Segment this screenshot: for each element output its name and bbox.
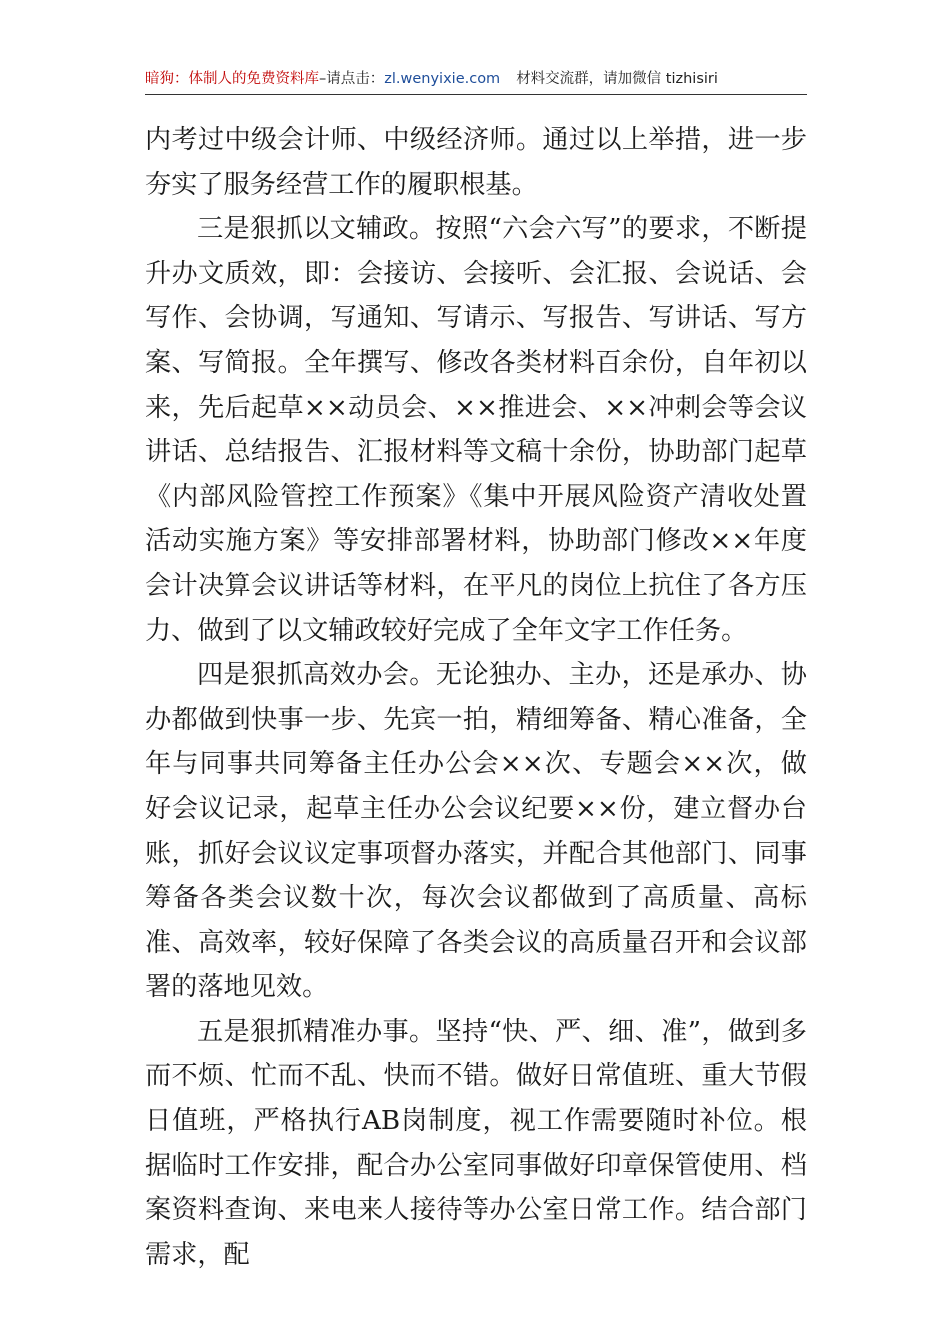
header-brand: 暗狗：体制人的免费资料库 (145, 71, 319, 87)
paragraph-banhui: 四是狠抓高效办会。无论独办、主办，还是承办、协办都做到快事一步、先宾一拍，精细筹备、精心准备，全年与同事共同筹备主任办公会××次、专题会××次，做好会议记录，起草主任办公会议纪要××份，建立督办台账，抓好会议议定事项督办落实，并配合其他部门、同事筹备各类会议数十次，每次会议都做到了高质量、高标准、高效率，较好保障了各类会议的高质量召开和会议部署的落地见效。 (145, 660, 807, 1003)
paragraph-wenfu: 三是狠抓以文辅政。按照“六会六写”的要求，不断提升办文质效，即：会接访、会接听、会汇报、会说话、会写作、会协调，写通知、写请示、写报告、写讲话、写方案、写简报。全年撰写、修改各类材料百余份，自年初以来，先后起草××动员会、××推进会、××冲刺会等会议讲话、总结报告、汇报材料等文稿十余份，协助部门起草《内部风险管控工作预案》《集中开展风险资产清收处置活动实施方案》等安排部署材料，协助部门修改××年度会计决算会议讲话等材料，在平凡的岗位上抗住了各方压力、做到了以文辅政较好完成了全年文字工作任务。 (145, 214, 807, 646)
page-header (145, 68, 807, 95)
header-note: 材料交流群，请加微信 tizhisiri (516, 71, 718, 87)
paragraph-continuation: 内考过中级会计师、中级经济师。通过以上举措，进一步夯实了服务经营工作的履职根基。 (145, 125, 807, 200)
header-separator: –请点击： (319, 71, 385, 87)
document-body (145, 118, 807, 1277)
header-link[interactable]: zl.wenyixie.com (384, 71, 501, 87)
paragraph-banshi: 五是狠抓精准办事。坚持“快、严、细、准”，做到多而不烦、忙而不乱、快而不错。做好日常值班、重大节假日值班，严格执行AB岗制度，视工作需要随时补位。根据临时工作安排，配合办公室同事做好印章保管使用、档案资料查询、来电来人接待等办公室日常工作。结合部门需求，配 (145, 1016, 807, 1270)
